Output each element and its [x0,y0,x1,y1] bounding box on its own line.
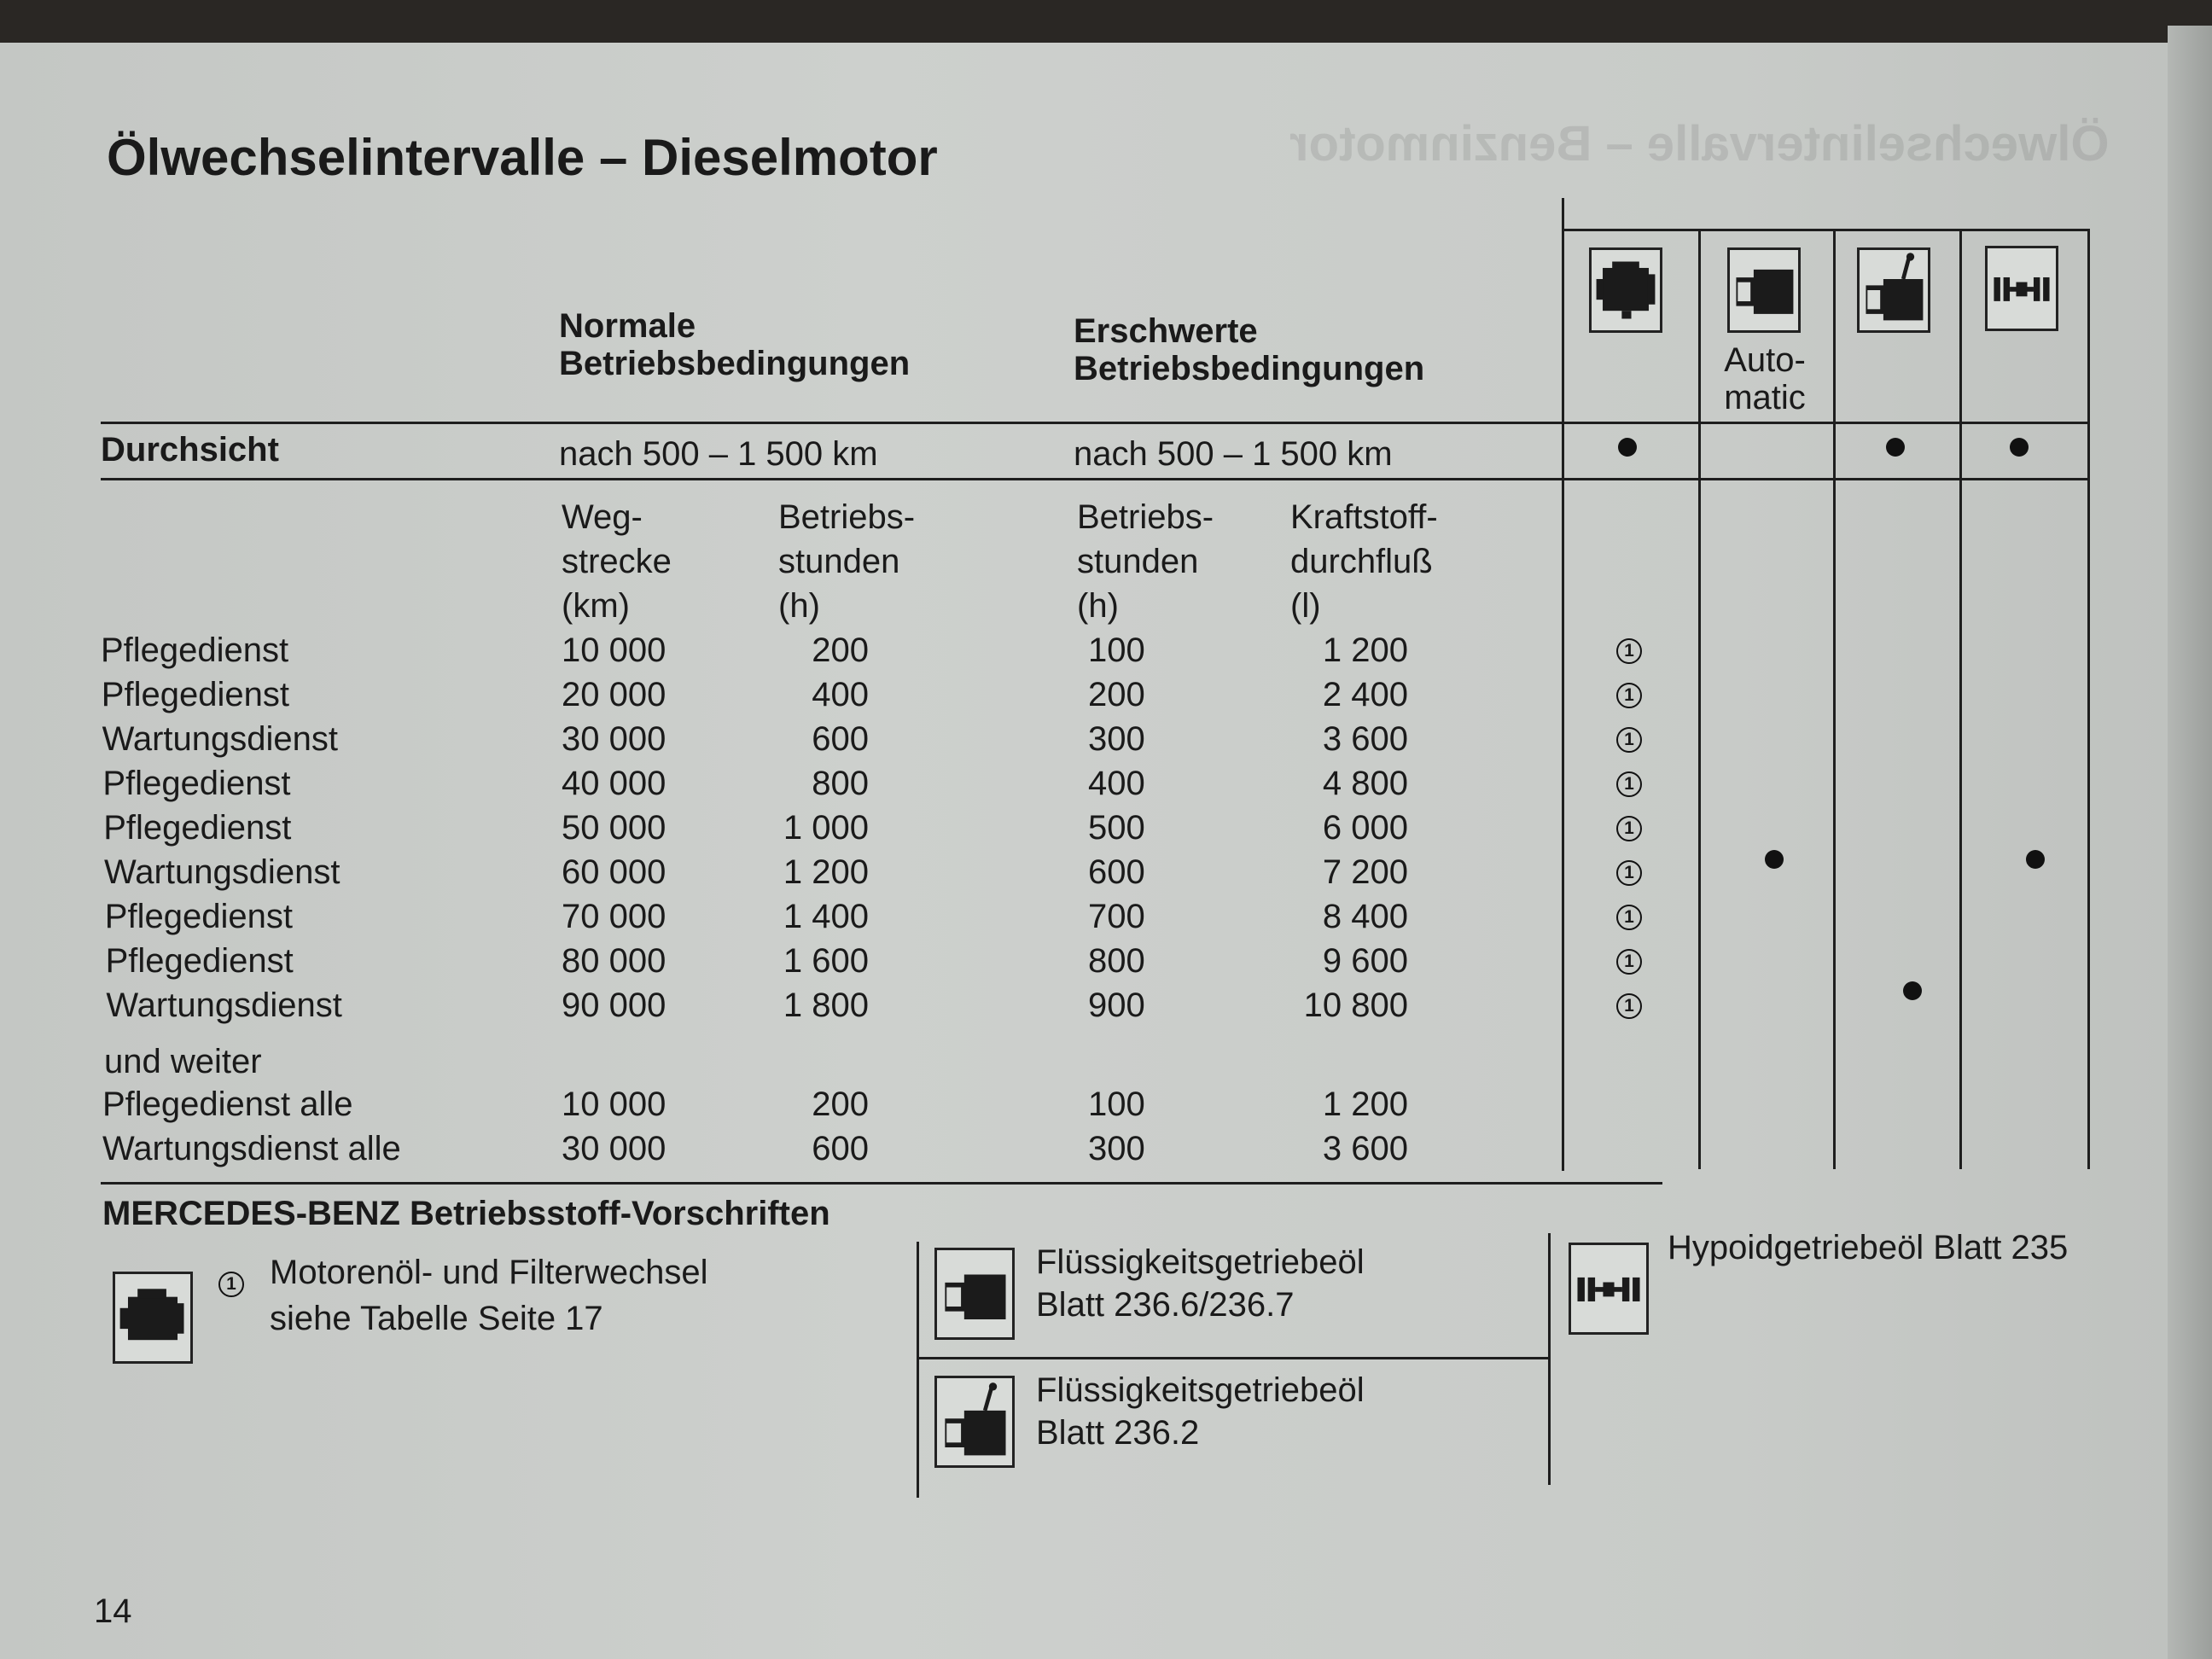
subheader-distance-1: Weg- [562,498,643,536]
row-hours-normal: 1 000 [783,809,869,847]
row-engine-oil-ref-marker: 1 [1616,638,1642,664]
subheader-hours-normal-1: Betriebs- [778,498,916,536]
row-hours-normal: 600 [812,1130,869,1167]
inspection-label: Durchsicht [101,431,279,469]
row-hours-normal: 1 800 [783,987,869,1024]
subheader-fuel-1: Kraftstoff- [1290,498,1438,536]
footer-manual-text-2: Blatt 236.2 [1036,1414,1200,1452]
row-fuel: 1 200 [1322,632,1408,669]
row-hours-difficult: 600 [1088,853,1145,891]
row-label: Pflegedienst [102,765,291,802]
row-distance: 20 000 [562,676,667,713]
bleed-through-title: Ölwechselintervalle – Benzinmotor [1289,116,2110,172]
row-label: Pflegedienst [101,676,289,713]
row-label: Wartungsdienst [104,853,341,891]
row-hours-difficult: 300 [1088,1130,1145,1167]
table-line-inspection [101,478,2089,480]
footer-hypoid-text: Hypoidgetriebeöl Blatt 235 [1668,1229,2069,1266]
subheader-hours-normal-2: stunden [778,543,900,580]
table-line-top [101,422,2089,424]
row-label: Wartungsdienst [102,720,339,758]
footer-manual-text [1036,1369,1365,1454]
row-distance: 30 000 [562,1130,667,1167]
row-hours-normal: 800 [812,765,869,802]
row-hours-difficult: 200 [1088,676,1145,713]
automatic-transmission-icon [1727,247,1801,333]
footer-manual-text-1: Flüssigkeitsgetriebeöl [1036,1371,1365,1409]
footer-engine-text-1: Motorenöl- und Filterwechsel [270,1254,708,1291]
row-hours-normal: 200 [812,632,869,669]
und-weiter-label: und weiter [104,1043,262,1080]
automatic-label-line1: Auto- [1724,341,1806,379]
row-hours-difficult: 900 [1088,987,1145,1024]
row-label: Wartungsdienst alle [102,1130,401,1167]
row-label: Pflegedienst [105,942,294,980]
row-engine-oil-ref-marker: 1 [1616,683,1642,708]
row-distance: 10 000 [562,1086,667,1123]
service-mark-dot [1765,850,1784,869]
footer-differential-axle-icon [1569,1243,1649,1335]
row-hours-normal: 400 [812,676,869,713]
row-engine-oil-ref-marker: 1 [1616,816,1642,841]
row-fuel: 2 400 [1322,676,1408,713]
subheader-hours-normal [778,495,915,628]
row-engine-oil-ref-marker: 1 [1616,949,1642,975]
row-hours-difficult: 100 [1088,632,1145,669]
inspection-mark-dot [2010,438,2029,457]
row-label: Pflegedienst [104,898,293,935]
row-hours-normal: 1 400 [783,898,869,935]
row-engine-oil-ref-marker: 1 [1616,905,1642,930]
service-mark-dot [2026,850,2045,869]
row-hours-normal: 1 200 [783,853,869,891]
inspection-mark-dot [1618,438,1637,457]
row-label: Pflegedienst [101,632,289,669]
row-hours-difficult: 100 [1088,1086,1145,1123]
footer-engine-ref-marker: 1 [218,1272,244,1297]
page-number: 14 [94,1592,132,1630]
subheader-hours-normal-3: (h) [778,587,820,625]
symbol-column-divider-right [2087,230,2090,1169]
row-fuel: 7 200 [1322,853,1408,891]
header-difficult-line2: Betriebsbedingungen [1074,350,1425,387]
footer-manual-transmission-icon [934,1376,1015,1468]
row-fuel: 1 200 [1322,1086,1408,1123]
subheader-hours-difficult-2: stunden [1077,543,1199,580]
footer-automatic-text [1036,1241,1365,1326]
subheader-fuel-3: (l) [1290,587,1321,625]
inspection-difficult: nach 500 – 1 500 km [1074,435,1393,473]
manual-transmission-icon [1857,247,1930,333]
row-distance: 70 000 [562,898,667,935]
subheader-fuel [1290,495,1438,628]
row-fuel: 3 600 [1322,720,1408,758]
symbol-column-divider-1 [1698,230,1701,1169]
header-difficult-conditions [1074,312,1424,387]
row-distance: 60 000 [562,853,667,891]
subheader-distance [562,495,672,628]
symbol-column-divider-2 [1833,230,1836,1169]
footer-engine-oil-icon [113,1272,193,1364]
header-normal-line1: Normale [559,307,696,345]
row-fuel: 9 600 [1322,942,1408,980]
symbol-column-divider-left [1562,198,1564,1171]
row-fuel: 3 600 [1322,1130,1408,1167]
subheader-hours-difficult-1: Betriebs- [1077,498,1214,536]
symbol-column-divider-3 [1959,230,1962,1169]
row-label: Wartungsdienst [106,987,342,1024]
engine-oil-icon [1589,247,1662,333]
footer-engine-text-2: siehe Tabelle Seite 17 [270,1300,603,1337]
row-distance: 30 000 [562,720,667,758]
inspection-mark-dot [1886,438,1905,457]
automatic-label [1722,341,1807,416]
row-fuel: 8 400 [1322,898,1408,935]
row-label: Pflegedienst [103,809,292,847]
subheader-hours-difficult [1077,495,1214,628]
page-title: Ölwechselintervalle – Dieselmotor [107,129,938,186]
footer-automatic-text-1: Flüssigkeitsgetriebeöl [1036,1243,1365,1281]
row-hours-normal: 600 [812,720,869,758]
row-fuel: 4 800 [1322,765,1408,802]
symbol-header-top-line [1562,229,2090,231]
footer-heading: MERCEDES-BENZ Betriebsstoff-Vorschriften [102,1195,830,1232]
inspection-normal: nach 500 – 1 500 km [559,435,878,473]
row-engine-oil-ref-marker: 1 [1616,993,1642,1019]
row-engine-oil-ref-marker: 1 [1616,860,1642,886]
row-hours-difficult: 500 [1088,809,1145,847]
row-label: Pflegedienst alle [102,1086,353,1123]
row-engine-oil-ref-marker: 1 [1616,727,1642,753]
footer-divider-left [917,1242,919,1498]
subheader-distance-3: (km) [562,587,630,625]
row-hours-normal: 1 600 [783,942,869,980]
table-line-bottom [101,1182,1662,1185]
subheader-hours-difficult-3: (h) [1077,587,1119,625]
page-edge [2168,26,2212,1659]
row-distance: 90 000 [562,987,667,1024]
row-distance: 40 000 [562,765,667,802]
header-normal-line2: Betriebsbedingungen [559,345,911,382]
row-hours-difficult: 300 [1088,720,1145,758]
footer-automatic-text-2: Blatt 236.6/236.7 [1036,1286,1295,1324]
row-hours-difficult: 800 [1088,942,1145,980]
row-engine-oil-ref-marker: 1 [1616,771,1642,797]
row-fuel: 10 800 [1303,987,1408,1024]
footer-divider-middle [917,1357,1551,1359]
service-mark-dot [1903,981,1922,1000]
subheader-distance-2: strecke [562,543,672,580]
automatic-label-line2: matic [1724,379,1806,416]
row-hours-difficult: 700 [1088,898,1145,935]
header-normal-conditions [559,307,910,382]
footer-engine-text [270,1249,708,1342]
row-distance: 10 000 [562,632,667,669]
row-hours-difficult: 400 [1088,765,1145,802]
header-difficult-line1: Erschwerte [1074,312,1258,350]
row-distance: 80 000 [562,942,667,980]
differential-axle-icon [1985,246,2058,331]
subheader-fuel-2: durchfluß [1290,543,1433,580]
row-hours-normal: 200 [812,1086,869,1123]
row-distance: 50 000 [562,809,667,847]
row-fuel: 6 000 [1322,809,1408,847]
footer-automatic-transmission-icon [934,1248,1015,1340]
